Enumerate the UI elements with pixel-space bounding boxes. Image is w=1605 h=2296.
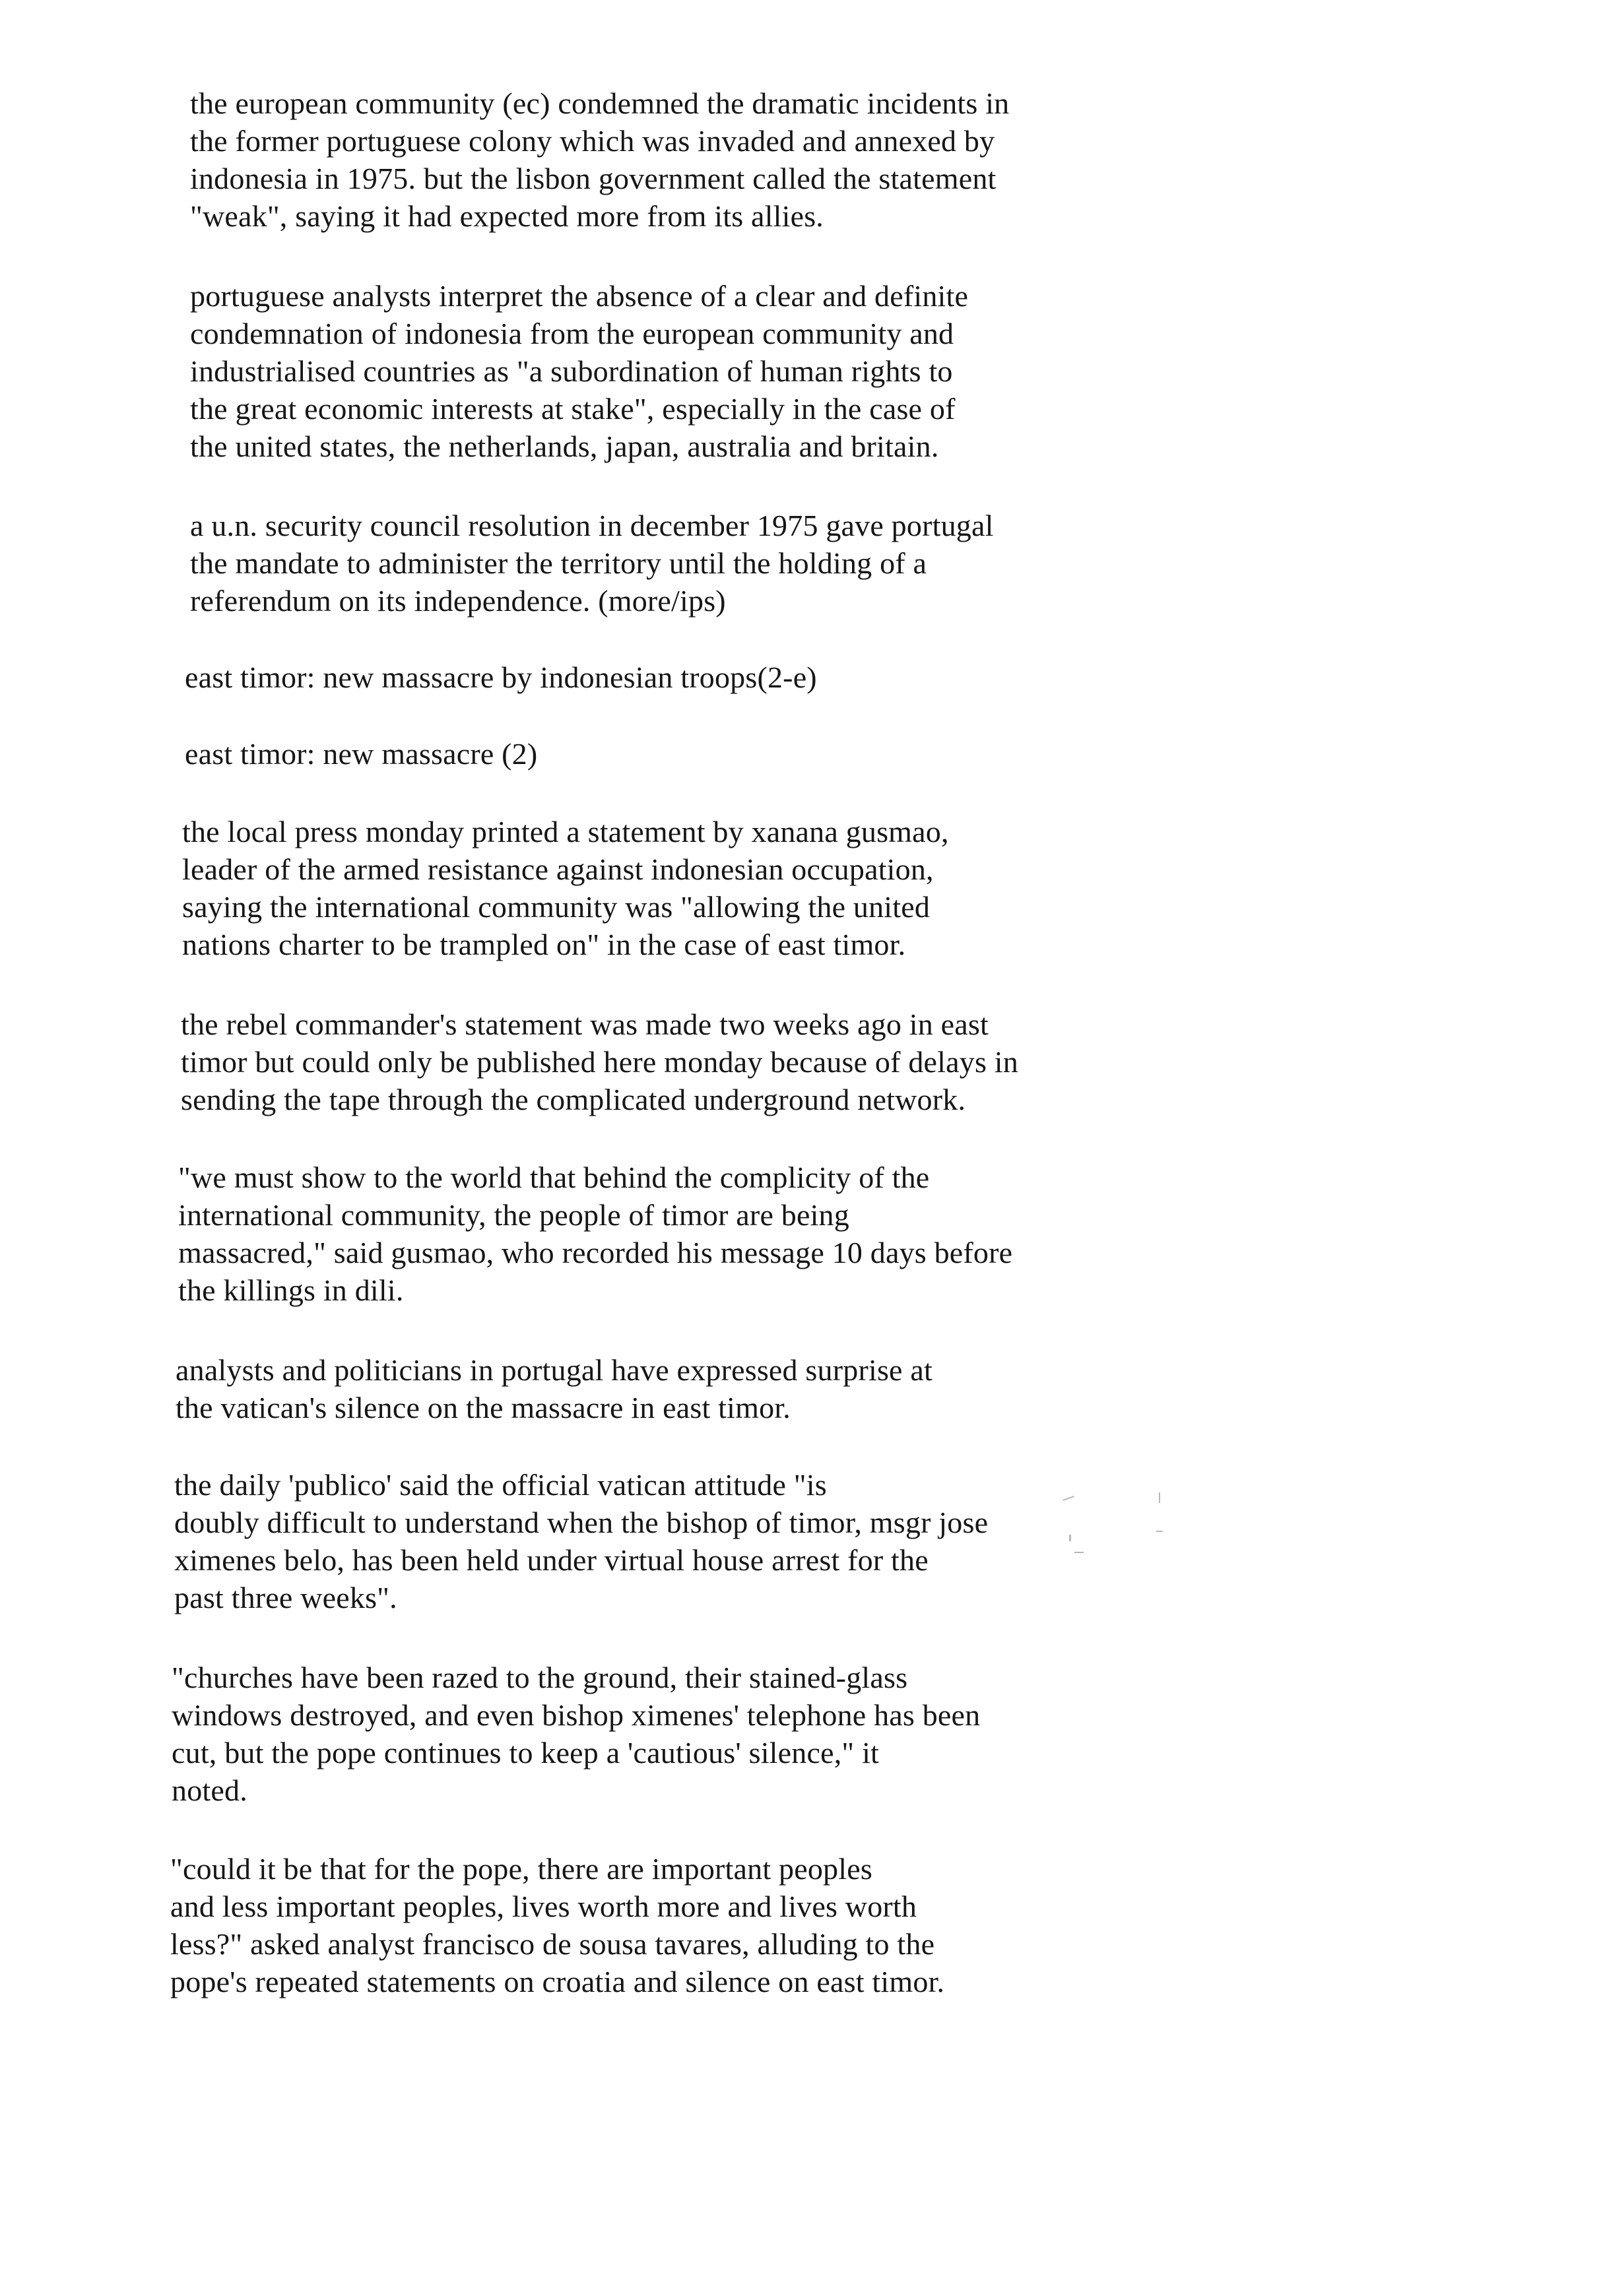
paragraph-un-resolution [190, 507, 994, 620]
paragraph-publico [174, 1466, 988, 1616]
text-line: past three weeks". [174, 1581, 397, 1614]
paragraph-gusmao-quote [178, 1159, 1012, 1309]
paragraph-rebel-commander [181, 1005, 1018, 1118]
text-line: pope's repeated statements on croatia and silence on east timor. [170, 1965, 945, 1998]
scan-speck [1074, 1552, 1084, 1553]
text-line: noted. [172, 1773, 247, 1807]
text-line: "weak", saying it had expected more from its allies. [190, 199, 824, 233]
text-line: the mandate to administer the territory until the holding of a [190, 546, 927, 580]
text-line: the daily 'publico' said the official vatican attitude "is [174, 1468, 827, 1502]
scan-speck [1156, 1531, 1163, 1532]
text-line: massacred," said gusmao, who recorded his message 10 days before [178, 1236, 1013, 1269]
text-line: doubly difficult to understand when the bishop of timor, msgr jose [174, 1506, 989, 1539]
text-line: cut, but the pope continues to keep a 'cautious' silence," it [172, 1736, 880, 1770]
text-line: analysts and politicians in portugal have expressed surprise at [176, 1353, 933, 1387]
text-line: less?" asked analyst francisco de sousa tavares, alluding to the [170, 1927, 935, 1961]
text-line: saying the international community was "allowing the united [182, 890, 931, 924]
headline-part-two [185, 735, 537, 773]
text-line: the great economic interests at stake", especially in the case of [190, 392, 956, 426]
text-line: the former portuguese colony which was invaded and annexed by [190, 124, 995, 158]
paragraph-sousa-tavares [170, 1850, 944, 2000]
text-line: indonesia in 1975. but the lisbon government called the statement [190, 162, 997, 195]
headline-text: east timor: new massacre (2) [185, 737, 538, 771]
text-line: the european community (ec) condemned the dramatic incidents in [190, 86, 1010, 120]
paragraph-ec-condemnation [190, 84, 1009, 235]
text-line: "we must show to the world that behind the complicity of the [178, 1161, 930, 1194]
paragraph-churches [172, 1659, 980, 1809]
text-line: "could it be that for the pope, there are important peoples [170, 1852, 872, 1886]
text-line: "churches have been razed to the ground, their stained-glass [172, 1661, 908, 1694]
scan-speck [1159, 1492, 1160, 1503]
scan-speck [1069, 1535, 1071, 1541]
text-line: the rebel commander's statement was made two weeks ago in east [181, 1007, 989, 1041]
headline-part-one [185, 658, 817, 696]
text-line: condemnation of indonesia from the european community and [190, 317, 954, 350]
text-line: timor but could only be published here monday because of delays in [181, 1045, 1018, 1079]
text-line: portuguese analysts interpret the absence of a clear and definite [190, 279, 969, 313]
headline-text: east timor: new massacre by indonesian troops(2-e) [185, 660, 817, 694]
paragraph-gusmao-statement [182, 813, 949, 963]
text-line: ximenes belo, has been held under virtual house arrest for the [174, 1543, 929, 1577]
text-line: international community, the people of timor are being [178, 1198, 849, 1232]
text-line: windows destroyed, and even bishop ximenes' telephone has been [172, 1698, 981, 1732]
text-line: the united states, the netherlands, japan, australia and britain. [190, 430, 939, 463]
text-line: leader of the armed resistance against indonesian occupation, [182, 852, 934, 886]
text-line: sending the tape through the complicated underground network. [181, 1083, 966, 1116]
text-line: and less important peoples, lives worth more and lives worth [170, 1890, 917, 1923]
text-line: nations charter to be trampled on" in the case of east timor. [182, 928, 906, 961]
paragraph-vatican-silence [176, 1351, 933, 1426]
text-line: industrialised countries as "a subordination of human rights to [190, 354, 953, 388]
text-line: the vatican's silence on the massacre in east timor. [176, 1391, 791, 1424]
scan-speck [1063, 1496, 1074, 1501]
text-line: the killings in dili. [178, 1273, 404, 1307]
paragraph-analysts-interpretation [190, 277, 968, 465]
text-line: referendum on its independence. (more/ips) [190, 584, 726, 618]
text-line: a u.n. security council resolution in december 1975 gave portugal [190, 509, 994, 542]
text-line: the local press monday printed a statement by xanana gusmao, [182, 815, 949, 848]
